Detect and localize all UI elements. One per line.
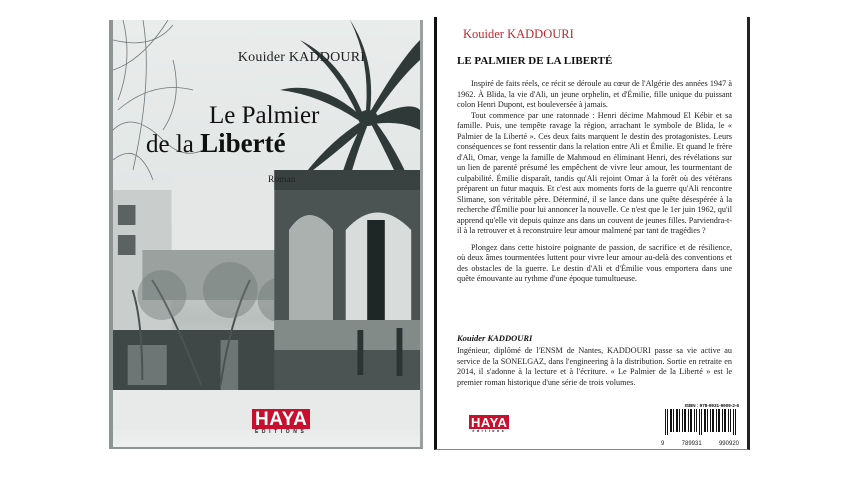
bio-author-name: Kouider KADDOURI bbox=[457, 333, 533, 343]
front-title-bold: Liberté bbox=[200, 128, 286, 158]
blurb-paragraph: Inspiré de faits réels, ce récit se déroule au cœur de l'Algérie des années 1947 à 1962. À Blida, la vie d'Ali, un jeune orphelin, et d'Émilie, fille unique du puissant colon Henri Dupont, est bouleversée à jamais. bbox=[457, 79, 732, 109]
barcode-digits bbox=[661, 441, 739, 447]
haya-logo-sub: ÉDITIONS bbox=[254, 429, 308, 435]
front-cover bbox=[109, 20, 423, 449]
blurb-paragraph: Tout commence par une ratonnade : Henri décime Mahmoud El Kébir et sa famille. Puis, une tempête ravage la région, arrachant le symbole de Blida, le « Palmier de la Liberté ». Ces deux faits marquent le destin des protagonistes. Leurs conséquences se font ressentir dans la relation entre Ali et Émilie. Et quand le frère d'Ali, Omar, venge la famille de Mahmoud en éliminant Henri, des révélations sur un lien de parenté présumé les empêchent de vivre leur amour, les tourmentant de culpabilité. Émilie disparaît, tandis qu'Ali rejoint Omar à la forêt où des vétérans préparent un futur maquis. Et c'est aux moments forts de la guerre qu'Ali rencontre Slimane, son véritable père. Déterminé, il se lance dans une quête désespérée à la recherche d'Émilie pour lui annoncer la nouvelle. Ce n'est que le 1er juin 1962, qu'il apprend qu'elle vit depuis quinze ans dans un couvent de jeunes filles. Parviendra-t-il à la retrouver et à reconstruire leur amour malmené par tant de tragédies ? bbox=[457, 110, 732, 235]
barcode-digit-group: 990920 bbox=[718, 441, 739, 447]
blurb-paragraph: Plongez dans cette histoire poignante de passion, de sacrifice et de résilience, où deux âmes tourmentées luttent pour vivre leur amour au-delà des conventions et des obstacles de la guerre. Le destin d'Ali et d'Émilie vous emportera dans une quête émouvante au rythme d'une époque tumultueuse. bbox=[457, 242, 732, 283]
isbn-label: ISBN : 978-9931-9909-2-6 bbox=[684, 403, 739, 408]
isbn-barcode bbox=[661, 403, 739, 447]
barcode-icon bbox=[661, 409, 739, 435]
back-publisher-logo bbox=[469, 415, 509, 434]
front-author-name: Kouider KADDOURI bbox=[237, 50, 366, 65]
back-blurb bbox=[457, 79, 732, 285]
town-square-photo bbox=[113, 170, 420, 430]
back-author-name: Kouider KADDOURI bbox=[463, 27, 574, 41]
haya-logo-word: HAYA bbox=[252, 409, 310, 429]
back-title: LE PALMIER DE LA LIBERTÉ bbox=[457, 55, 613, 67]
front-title-line-2 bbox=[146, 128, 286, 159]
haya-logo-sub: éditions bbox=[472, 429, 507, 433]
front-title-prefix: de la bbox=[146, 131, 201, 158]
front-genre-label: Roman bbox=[268, 175, 296, 185]
tree-branches-illustration bbox=[113, 20, 223, 190]
haya-logo-word: HAYA bbox=[471, 415, 508, 430]
back-cover bbox=[434, 17, 750, 450]
front-title-line-1: Le Palmier bbox=[209, 102, 320, 129]
barcode-digit-group: 789931 bbox=[681, 441, 702, 447]
barcode-digit-group: 9 bbox=[661, 441, 665, 447]
author-bio: Ingénieur, diplômé de l'ENSM de Nantes, KADDOURI passe sa vie active au service de la SONELGAZ, dans l'engineering à la distribution. Sortie en retraite en 2014, il s'adonne à la lecture et à l'écriture. « Le Palmier de la Liberté » est le premier roman historique d'une série de trois volumes. bbox=[457, 346, 732, 387]
front-publisher-logo bbox=[252, 409, 310, 435]
